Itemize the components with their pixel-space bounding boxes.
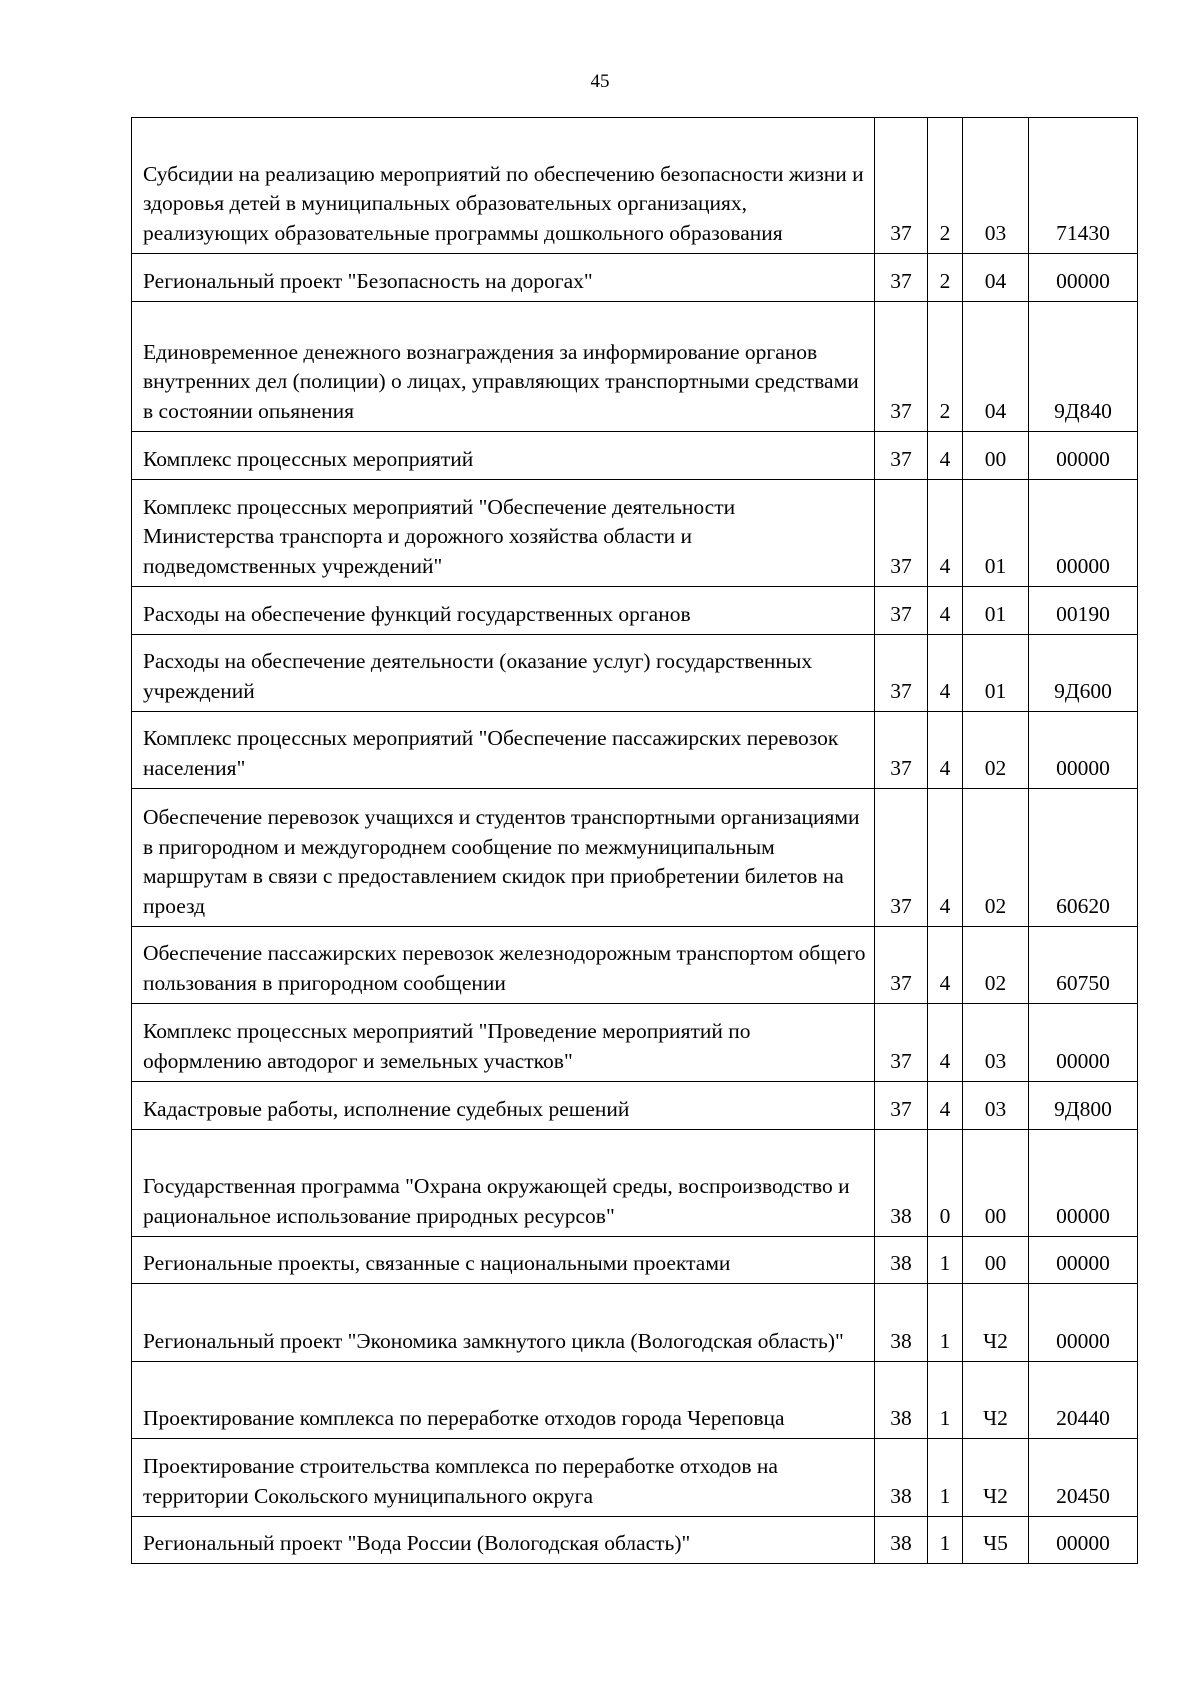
code-event: Ч2 [963,1284,1029,1362]
table-row [132,927,1138,1004]
code-subprogram: 1 [928,1237,963,1284]
row-name: Обеспечение пассажирских перевозок железнодорожным транспортом общего пользования в пригородном сообщении [132,927,875,1004]
code-direction: 00000 [1029,1517,1138,1564]
code-program: 37 [875,1004,928,1082]
code-direction: 20440 [1029,1362,1138,1439]
row-name: Проектирование комплекса по переработке отходов города Череповца [132,1362,875,1439]
table-row [132,789,1138,927]
table-row [132,1082,1138,1130]
code-program: 38 [875,1130,928,1237]
table-row [132,1237,1138,1284]
row-name: Государственная программа "Охрана окружающей среды, воспроизводство и рациональное использование природных ресурсов" [132,1130,875,1237]
code-direction: 00000 [1029,712,1138,789]
code-program: 37 [875,480,928,587]
code-direction: 00000 [1029,480,1138,587]
code-program: 38 [875,1362,928,1439]
code-event: 01 [963,587,1029,635]
code-subprogram: 4 [928,789,963,927]
code-subprogram: 4 [928,635,963,712]
code-subprogram: 1 [928,1439,963,1517]
table-row [132,712,1138,789]
table-row [132,118,1138,254]
code-program: 37 [875,432,928,480]
code-event: 04 [963,254,1029,302]
code-direction: 60620 [1029,789,1138,927]
code-program: 37 [875,118,928,254]
table-row [132,480,1138,587]
code-subprogram: 4 [928,1004,963,1082]
code-event: 03 [963,118,1029,254]
table-row [132,1517,1138,1564]
code-subprogram: 1 [928,1284,963,1362]
code-event: 00 [963,1130,1029,1237]
code-subprogram: 2 [928,254,963,302]
code-event: 03 [963,1082,1029,1130]
code-event: 04 [963,302,1029,432]
table-row [132,1130,1138,1237]
row-name: Комплекс процессных мероприятий "Обеспечение пассажирских перевозок населения" [132,712,875,789]
code-event: 02 [963,712,1029,789]
code-program: 38 [875,1517,928,1564]
code-direction: 9Д600 [1029,635,1138,712]
code-direction: 00190 [1029,587,1138,635]
code-subprogram: 4 [928,587,963,635]
budget-classification-table [131,117,1138,1564]
code-program: 37 [875,927,928,1004]
code-direction: 00000 [1029,1284,1138,1362]
code-subprogram: 4 [928,712,963,789]
code-subprogram: 4 [928,480,963,587]
row-name: Проектирование строительства комплекса по переработке отходов на территории Сокольского муниципального округа [132,1439,875,1517]
code-program: 37 [875,635,928,712]
code-subprogram: 2 [928,302,963,432]
row-name: Комплекс процессных мероприятий [132,432,875,480]
page-number: 45 [590,71,610,92]
code-subprogram: 4 [928,432,963,480]
code-direction: 00000 [1029,1004,1138,1082]
table-row [132,635,1138,712]
code-direction: 00000 [1029,1130,1138,1237]
row-name: Региональный проект "Вода России (Вологодская область)" [132,1517,875,1564]
code-event: 03 [963,1004,1029,1082]
code-direction: 00000 [1029,254,1138,302]
row-name: Региональный проект "Экономика замкнутого цикла (Вологодская область)" [132,1284,875,1362]
row-name: Единовременное денежного вознаграждения за информирование органов внутренних дел (полиции) о лицах, управляющих транспортными средствами в состоянии опьянения [132,302,875,432]
table-row [132,432,1138,480]
code-program: 38 [875,1237,928,1284]
code-event: 00 [963,432,1029,480]
table-row [132,1362,1138,1439]
code-event: 01 [963,635,1029,712]
code-event: Ч5 [963,1517,1029,1564]
code-direction: 60750 [1029,927,1138,1004]
code-event: Ч2 [963,1362,1029,1439]
row-name: Комплекс процессных мероприятий "Проведение мероприятий по оформлению автодорог и земельных участков" [132,1004,875,1082]
code-direction: 71430 [1029,118,1138,254]
row-name: Обеспечение перевозок учащихся и студентов транспортными организациями в пригородном и междугороднем сообщение по межмуниципальным маршрутам в связи с предоставлением скидок при приобретении билетов на проезд [132,789,875,927]
table-row [132,254,1138,302]
table-row [132,1439,1138,1517]
code-event: 01 [963,480,1029,587]
table-row [132,587,1138,635]
row-name: Субсидии на реализацию мероприятий по обеспечению безопасности жизни и здоровья детей в муниципальных образовательных организациях, реализующих образовательные программы дошкольного образования [132,118,875,254]
code-direction: 00000 [1029,432,1138,480]
code-event: 02 [963,927,1029,1004]
code-program: 37 [875,712,928,789]
code-program: 38 [875,1284,928,1362]
row-name: Кадастровые работы, исполнение судебных решений [132,1082,875,1130]
row-name: Региональные проекты, связанные с национальными проектами [132,1237,875,1284]
row-name: Расходы на обеспечение деятельности (оказание услуг) государственных учреждений [132,635,875,712]
code-subprogram: 2 [928,118,963,254]
code-subprogram: 1 [928,1517,963,1564]
code-program: 37 [875,302,928,432]
row-name: Расходы на обеспечение функций государственных органов [132,587,875,635]
code-program: 37 [875,254,928,302]
code-subprogram: 4 [928,927,963,1004]
row-name: Региональный проект "Безопасность на дорогах" [132,254,875,302]
code-event: 00 [963,1237,1029,1284]
table-row [132,1004,1138,1082]
code-subprogram: 4 [928,1082,963,1130]
code-direction: 20450 [1029,1439,1138,1517]
code-subprogram: 0 [928,1130,963,1237]
row-name: Комплекс процессных мероприятий "Обеспечение деятельности Министерства транспорта и дорожного хозяйства области и подведомственных учреждений" [132,480,875,587]
code-event: Ч2 [963,1439,1029,1517]
code-program: 37 [875,789,928,927]
code-event: 02 [963,789,1029,927]
code-program: 38 [875,1439,928,1517]
code-direction: 9Д800 [1029,1082,1138,1130]
code-subprogram: 1 [928,1362,963,1439]
table-row [132,302,1138,432]
code-direction: 00000 [1029,1237,1138,1284]
code-direction: 9Д840 [1029,302,1138,432]
table-row [132,1284,1138,1362]
code-program: 37 [875,587,928,635]
code-program: 37 [875,1082,928,1130]
